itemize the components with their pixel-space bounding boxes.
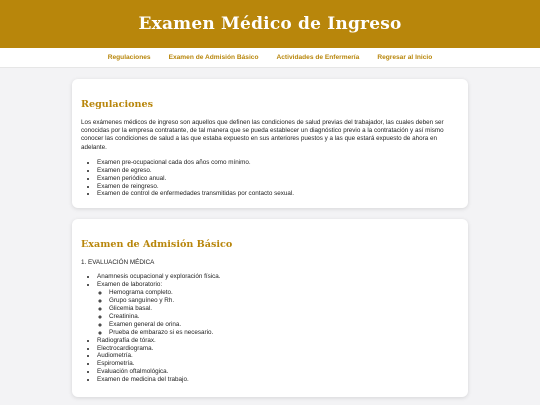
list-item: • Examen pre-ocupacional cada dos años como mínimo.: [97, 159, 459, 167]
list-item: • Audiometría.: [97, 352, 459, 360]
list-item: ◦ Glicemia basal.: [109, 305, 459, 313]
list-item: • Espirometría.: [97, 360, 459, 368]
nav-link-examen-admision[interactable]: Examen de Admisión Básico: [168, 54, 259, 61]
list-item: ◦ Grupo sanguíneo y Rh.: [109, 297, 459, 305]
list-item: • Examen de control de enfermedades transmitidas por contacto sexual.: [97, 190, 459, 198]
nav-link-regresar-inicio[interactable]: Regresar al Inicio: [377, 54, 433, 61]
list-item: • Electrocardiograma.: [97, 345, 459, 353]
nav-link-actividades-enfermeria[interactable]: Actividades de Enfermería: [276, 54, 360, 61]
list-item: • Examen de egreso.: [97, 167, 459, 175]
evaluacion-medica-heading: 1. EVALUACIÓN MÉDICA: [81, 259, 155, 267]
site-header: [0, 0, 540, 48]
list-item: • Examen de reingreso.: [97, 183, 459, 191]
admision-card: [72, 219, 468, 397]
admision-title: Examen de Admisión Básico: [81, 239, 233, 251]
regulaciones-list: [97, 159, 459, 199]
regulaciones-title: Regulaciones: [81, 99, 153, 110]
regulaciones-paragraph: Los exámenes médicos de ingreso son aquellos que definen las condiciones de salud previas del trabajador, las cuales deben ser conocidas por la empresa contratante, de tal manera que se pueda establecer un diagnóstico previo a la contratación y así mismo conocer las condiciones de salud a las que estaba expuesto en sus anteriores puestos y a las que estará expuesto de ahora en adelante.: [81, 119, 444, 151]
list-item: ◦ Creatinina.: [109, 313, 459, 321]
list-item: • Radiografía de tórax.: [97, 337, 459, 345]
page-title: Examen Médico de Ingreso: [138, 14, 402, 34]
list-item: ◦ Prueba de embarazo si es necesario.: [109, 329, 459, 337]
list-item: • Evaluación oftalmológica.: [97, 368, 459, 376]
main-content: [0, 68, 540, 397]
admision-list: [97, 273, 459, 384]
regulaciones-card: [72, 79, 468, 208]
main-nav: [0, 48, 540, 68]
list-item: • Anamnesis ocupacional y exploración física.: [97, 273, 459, 281]
list-item: [97, 281, 459, 336]
laboratorio-sublist: [109, 289, 459, 336]
list-item: • Examen periódico anual.: [97, 175, 459, 183]
nav-link-regulaciones[interactable]: Regulaciones: [107, 54, 151, 61]
list-item: ◦ Hemograma completo.: [109, 289, 459, 297]
list-item: ◦ Examen general de orina.: [109, 321, 459, 329]
list-item: • Examen de medicina del trabajo.: [97, 376, 459, 384]
laboratorio-label: Examen de laboratorio:: [97, 281, 163, 289]
